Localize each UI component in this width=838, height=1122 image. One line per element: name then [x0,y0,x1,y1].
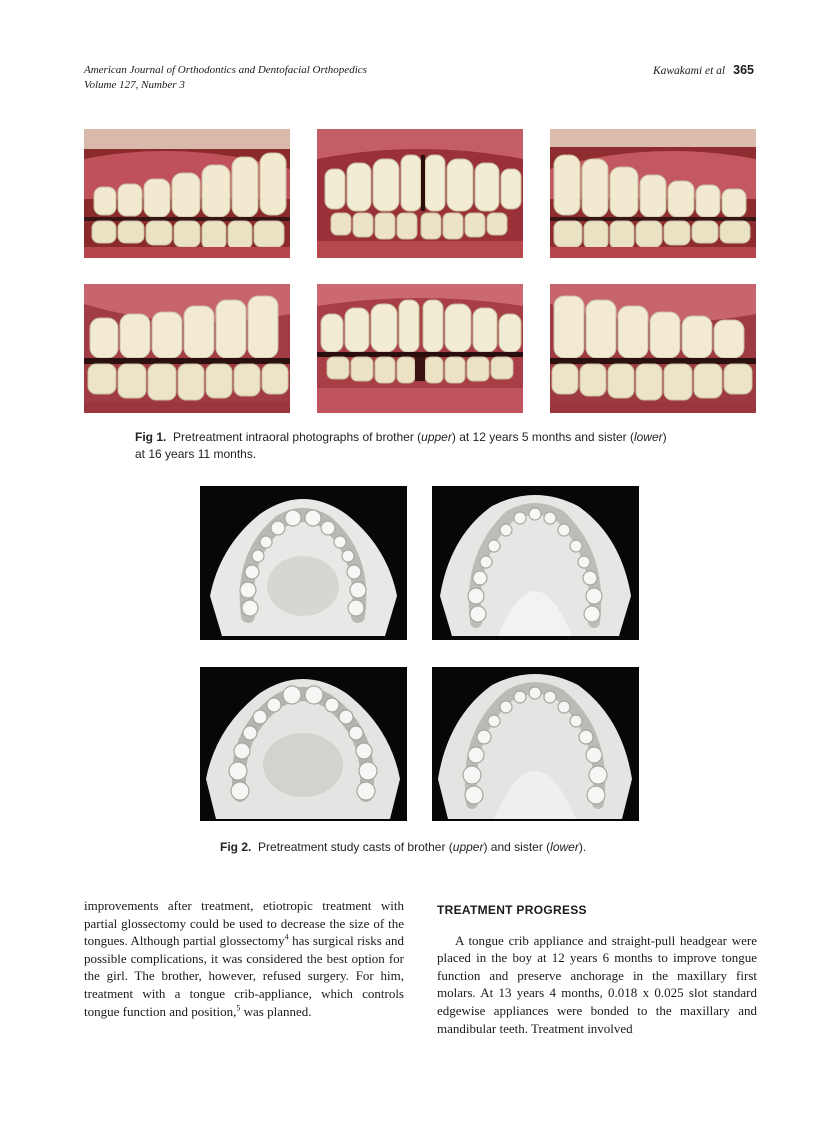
caption-text: Pretreatment intraoral photographs of brother ( [173,430,422,444]
caption-text: Pretreatment study casts of brother ( [258,840,453,854]
body-paragraph: A tongue crib appliance and straight-pull headgear were placed in the boy at 12 years 6 months to improve tongue function and preserve anchorage in the maxillary first molars. At 13 years 4 months, 0.018 x 0.025 slot standard edgewise appliances were bonded to the maxillary and mandibular teeth. Treatment involved [437,932,757,1036]
section-heading: TREATMENT PROGRESS [437,903,587,917]
figure-2-caption [220,839,640,856]
body-text: has surgical risks and possible complications, it was considered the best option for the girl. The brother, however, refused surgery. For him, treatment with a tongue crib-appliance, which controls tongue function and position, [84,933,404,1019]
running-header-journal [84,63,367,93]
caption-italic: lower [550,840,579,854]
cast-sister-maxillary [200,667,407,821]
photo-brother-right-lateral [84,129,290,258]
caption-italic: upper [452,840,484,854]
body-paragraph [84,897,404,1020]
caption-text: ) at 12 years 5 months and sister ( [451,430,634,444]
photo-brother-left-lateral [550,129,756,258]
reference-superscript: 5 [236,1003,241,1013]
caption-text: at 16 years 11 months. [135,447,257,461]
photo-sister-right-lateral [84,284,290,413]
caption-text: ) and sister ( [483,840,551,854]
page-number: 365 [733,63,754,77]
caption-text: ). [578,840,587,854]
left-column [84,897,404,1020]
journal-title: American Journal of Orthodontics and Dentofacial Orthopedics [84,64,367,76]
caption-italic: upper [421,430,452,444]
right-column [437,897,757,1037]
figure-2-label: Fig 2. [220,840,252,854]
body-text: improvements after treatment, etiotropic treatment with partial glossectomy could be used to decrease the size of the tongues. Although partial glossectomy [84,898,404,949]
body-text: was planned. [240,1003,312,1019]
figure-1-caption [135,429,735,463]
reference-superscript: 4 [284,932,289,942]
journal-volume: Volume 127, Number 3 [84,79,185,91]
photo-sister-left-lateral [550,284,756,413]
running-header-authors [653,63,754,77]
cast-sister-mandibular [432,667,639,821]
photo-brother-frontal [317,129,523,258]
caption-text: ) [662,430,667,444]
cast-brother-mandibular [432,486,639,640]
photo-sister-frontal [317,284,523,413]
figure-1-label: Fig 1. [135,430,167,444]
author-names: Kawakami et al [652,65,726,77]
cast-brother-maxillary [200,486,407,640]
caption-italic: lower [633,430,663,444]
